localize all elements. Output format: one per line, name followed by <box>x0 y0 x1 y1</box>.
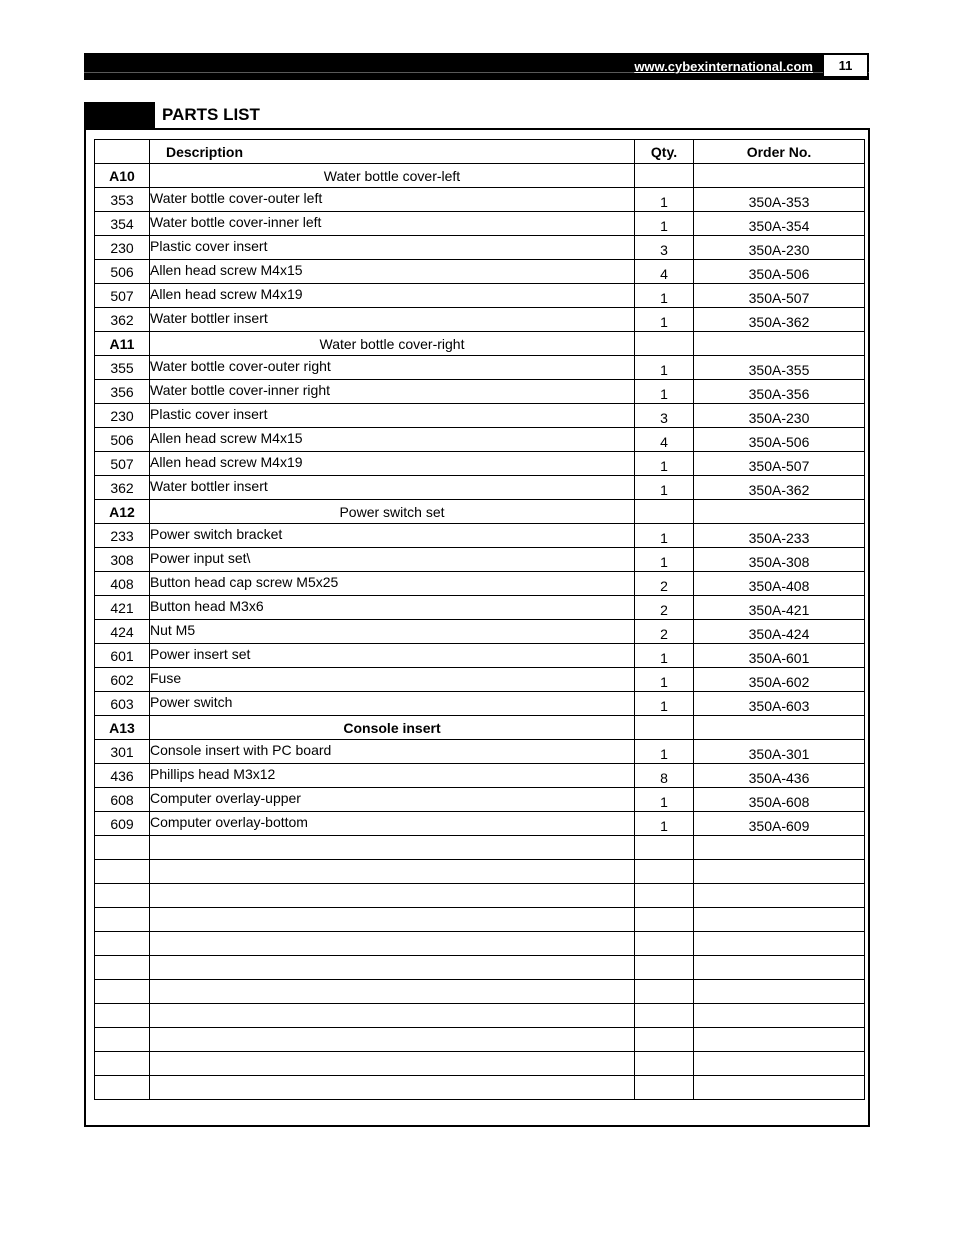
order-number <box>694 572 865 596</box>
part-description <box>150 572 635 596</box>
table-row <box>95 668 865 692</box>
empty-description-cell <box>150 908 635 932</box>
order-number <box>694 260 865 284</box>
empty-qty-cell <box>635 860 694 884</box>
part-number: 424 <box>95 620 150 644</box>
empty-order-cell <box>694 932 865 956</box>
table-row <box>95 596 865 620</box>
order-number-text: 350A-424 <box>748 625 810 642</box>
order-number-text: 350A-362 <box>748 313 810 330</box>
qty-cell <box>635 164 694 188</box>
part-description <box>150 212 635 236</box>
order-number-cell <box>694 716 865 740</box>
empty-qty-cell <box>635 1052 694 1076</box>
part-quantity <box>635 764 694 788</box>
order-number-text: 350A-355 <box>748 361 810 378</box>
part-quantity <box>635 428 694 452</box>
empty-description-cell <box>150 1076 635 1100</box>
part-number: 355 <box>95 356 150 380</box>
part-description <box>150 428 635 452</box>
empty-row <box>95 836 865 860</box>
part-description-text: Plastic cover insert <box>150 405 268 422</box>
order-number <box>694 764 865 788</box>
part-number: 608 <box>95 788 150 812</box>
part-description <box>150 620 635 644</box>
part-quantity <box>635 188 694 212</box>
table-row <box>95 644 865 668</box>
empty-row <box>95 1004 865 1028</box>
part-description-text: Allen head screw M4x19 <box>150 453 303 470</box>
part-description <box>150 524 635 548</box>
empty-description-cell <box>150 1004 635 1028</box>
empty-number-cell <box>95 860 150 884</box>
order-number-text: 350A-230 <box>748 241 810 258</box>
part-description-text: Water bottle cover-inner right <box>150 381 330 398</box>
order-number <box>694 620 865 644</box>
column-header-number <box>95 140 150 164</box>
empty-row <box>95 884 865 908</box>
parts-table <box>94 139 865 1100</box>
part-number: 408 <box>95 572 150 596</box>
order-number <box>694 524 865 548</box>
part-quantity-text: 1 <box>660 193 668 210</box>
part-number: 506 <box>95 260 150 284</box>
order-number <box>694 668 865 692</box>
part-description <box>150 284 635 308</box>
part-number: 308 <box>95 548 150 572</box>
part-description-text: Allen head screw M4x19 <box>150 285 303 302</box>
part-description <box>150 740 635 764</box>
part-description-text: Power insert set <box>150 645 251 662</box>
order-number-text: 350A-507 <box>748 457 810 474</box>
column-header-description: Description <box>150 140 635 164</box>
part-description-text: Button head cap screw M5x25 <box>150 573 339 590</box>
part-description <box>150 548 635 572</box>
part-quantity <box>635 668 694 692</box>
empty-description-cell <box>150 860 635 884</box>
empty-order-cell <box>694 860 865 884</box>
part-description-text: Computer overlay-upper <box>150 789 301 806</box>
assembly-number: A12 <box>95 500 150 524</box>
part-quantity-text: 3 <box>660 241 668 258</box>
qty-cell <box>635 500 694 524</box>
part-description <box>150 452 635 476</box>
empty-qty-cell <box>635 980 694 1004</box>
part-description <box>150 788 635 812</box>
empty-qty-cell <box>635 1076 694 1100</box>
assembly-title: Water bottle cover-left <box>150 164 635 188</box>
part-description <box>150 356 635 380</box>
order-number <box>694 740 865 764</box>
order-number <box>694 692 865 716</box>
part-quantity <box>635 284 694 308</box>
part-description <box>150 260 635 284</box>
part-description-text: Fuse <box>150 669 182 686</box>
empty-number-cell <box>95 932 150 956</box>
table-row <box>95 692 865 716</box>
part-quantity-text: 1 <box>660 289 668 306</box>
table-row <box>95 212 865 236</box>
part-number: 353 <box>95 188 150 212</box>
empty-row <box>95 1028 865 1052</box>
order-number <box>694 452 865 476</box>
empty-row <box>95 980 865 1004</box>
part-number: 603 <box>95 692 150 716</box>
empty-number-cell <box>95 1028 150 1052</box>
order-number <box>694 188 865 212</box>
part-number: 601 <box>95 644 150 668</box>
empty-description-cell <box>150 836 635 860</box>
group-row <box>95 332 865 356</box>
group-row <box>95 716 865 740</box>
assembly-title: Water bottle cover-right <box>150 332 635 356</box>
table-row <box>95 572 865 596</box>
part-quantity-text: 2 <box>660 601 668 618</box>
order-number <box>694 476 865 500</box>
empty-order-cell <box>694 1076 865 1100</box>
part-quantity <box>635 404 694 428</box>
order-number-text: 350A-308 <box>748 553 810 570</box>
table-header-row <box>95 140 865 164</box>
part-description-text: Plastic cover insert <box>150 237 268 254</box>
part-number: 602 <box>95 668 150 692</box>
part-description <box>150 308 635 332</box>
table-row <box>95 380 865 404</box>
part-number: 507 <box>95 452 150 476</box>
part-quantity-text: 1 <box>660 481 668 498</box>
part-quantity <box>635 572 694 596</box>
empty-order-cell <box>694 836 865 860</box>
part-description-text: Water bottle cover-outer left <box>150 189 323 206</box>
order-number-text: 350A-408 <box>748 577 810 594</box>
order-number-text: 350A-436 <box>748 769 810 786</box>
order-number <box>694 380 865 404</box>
part-number: 506 <box>95 428 150 452</box>
table-row <box>95 524 865 548</box>
part-description-text: Button head M3x6 <box>150 597 264 614</box>
order-number-text: 350A-608 <box>748 793 810 810</box>
page-number: 11 <box>823 54 868 77</box>
part-quantity-text: 3 <box>660 409 668 426</box>
part-quantity <box>635 740 694 764</box>
order-number-text: 350A-601 <box>748 649 810 666</box>
qty-cell <box>635 716 694 740</box>
part-description-text: Water bottle cover-outer right <box>150 357 331 374</box>
table-row <box>95 188 865 212</box>
order-number-text: 350A-506 <box>748 433 810 450</box>
section-title-block <box>84 102 155 129</box>
order-number-text: 350A-301 <box>748 745 810 762</box>
order-number-text: 350A-230 <box>748 409 810 426</box>
empty-qty-cell <box>635 1028 694 1052</box>
page-title: PARTS LIST <box>162 105 260 124</box>
table-row <box>95 548 865 572</box>
order-number-text: 350A-356 <box>748 385 810 402</box>
part-quantity <box>635 308 694 332</box>
part-description-text: Console insert with PC board <box>150 741 332 758</box>
table-row <box>95 308 865 332</box>
empty-order-cell <box>694 956 865 980</box>
empty-row <box>95 908 865 932</box>
order-number <box>694 284 865 308</box>
part-description <box>150 764 635 788</box>
part-quantity-text: 1 <box>660 529 668 546</box>
group-row <box>95 164 865 188</box>
empty-number-cell <box>95 980 150 1004</box>
parts-table-body <box>95 164 865 1100</box>
assembly-number: A10 <box>95 164 150 188</box>
part-description <box>150 404 635 428</box>
empty-row <box>95 1076 865 1100</box>
order-number-text: 350A-233 <box>748 529 810 546</box>
assembly-title: Console insert <box>150 716 635 740</box>
part-description-text: Computer overlay-bottom <box>150 813 308 830</box>
order-number-text: 350A-602 <box>748 673 810 690</box>
part-description-text: Water bottle cover-inner left <box>150 213 322 230</box>
part-quantity <box>635 620 694 644</box>
part-description <box>150 692 635 716</box>
empty-number-cell <box>95 956 150 980</box>
column-header-order-no: Order No. <box>694 140 865 164</box>
part-quantity-text: 1 <box>660 745 668 762</box>
part-number: 436 <box>95 764 150 788</box>
part-number: 362 <box>95 476 150 500</box>
order-number-text: 350A-354 <box>748 217 810 234</box>
empty-row <box>95 932 865 956</box>
part-description <box>150 476 635 500</box>
order-number <box>694 644 865 668</box>
part-quantity-text: 1 <box>660 793 668 810</box>
part-description-text: Power switch bracket <box>150 525 283 542</box>
order-number-text: 350A-507 <box>748 289 810 306</box>
order-number <box>694 308 865 332</box>
order-number <box>694 404 865 428</box>
part-quantity-text: 1 <box>660 673 668 690</box>
empty-order-cell <box>694 1004 865 1028</box>
empty-number-cell <box>95 1076 150 1100</box>
part-number: 507 <box>95 284 150 308</box>
part-quantity <box>635 548 694 572</box>
part-description-text: Water bottler insert <box>150 309 268 326</box>
column-header-qty: Qty. <box>635 140 694 164</box>
table-row <box>95 764 865 788</box>
order-number <box>694 236 865 260</box>
order-number <box>694 356 865 380</box>
part-number: 354 <box>95 212 150 236</box>
empty-qty-cell <box>635 932 694 956</box>
empty-order-cell <box>694 908 865 932</box>
empty-number-cell <box>95 836 150 860</box>
part-quantity <box>635 692 694 716</box>
part-quantity <box>635 380 694 404</box>
part-description <box>150 812 635 836</box>
part-quantity-text: 1 <box>660 649 668 666</box>
part-quantity-text: 4 <box>660 433 668 450</box>
order-number-text: 350A-353 <box>748 193 810 210</box>
order-number-cell <box>694 500 865 524</box>
part-quantity-text: 1 <box>660 313 668 330</box>
part-quantity <box>635 260 694 284</box>
part-quantity-text: 1 <box>660 697 668 714</box>
part-quantity-text: 4 <box>660 265 668 282</box>
part-quantity <box>635 476 694 500</box>
order-number-text: 350A-421 <box>748 601 810 618</box>
empty-description-cell <box>150 980 635 1004</box>
part-description <box>150 596 635 620</box>
assembly-number: A11 <box>95 332 150 356</box>
table-row <box>95 812 865 836</box>
part-number: 301 <box>95 740 150 764</box>
part-quantity-text: 1 <box>660 361 668 378</box>
empty-qty-cell <box>635 836 694 860</box>
header-bar <box>84 53 869 80</box>
part-quantity-text: 1 <box>660 457 668 474</box>
order-number <box>694 548 865 572</box>
part-description <box>150 668 635 692</box>
order-number-cell <box>694 332 865 356</box>
table-row <box>95 356 865 380</box>
empty-qty-cell <box>635 1004 694 1028</box>
empty-row <box>95 956 865 980</box>
part-description <box>150 188 635 212</box>
table-row <box>95 788 865 812</box>
qty-cell <box>635 332 694 356</box>
empty-order-cell <box>694 980 865 1004</box>
table-row <box>95 476 865 500</box>
part-quantity-text: 2 <box>660 625 668 642</box>
empty-order-cell <box>694 884 865 908</box>
part-quantity <box>635 644 694 668</box>
part-quantity-text: 2 <box>660 577 668 594</box>
part-number: 609 <box>95 812 150 836</box>
part-number: 356 <box>95 380 150 404</box>
part-quantity-text: 1 <box>660 385 668 402</box>
table-row <box>95 428 865 452</box>
empty-description-cell <box>150 1052 635 1076</box>
empty-description-cell <box>150 932 635 956</box>
part-number: 233 <box>95 524 150 548</box>
part-quantity <box>635 356 694 380</box>
table-row <box>95 452 865 476</box>
part-quantity <box>635 524 694 548</box>
empty-number-cell <box>95 1052 150 1076</box>
part-quantity <box>635 812 694 836</box>
empty-order-cell <box>694 1052 865 1076</box>
empty-number-cell <box>95 1004 150 1028</box>
empty-number-cell <box>95 908 150 932</box>
part-description <box>150 644 635 668</box>
empty-row <box>95 860 865 884</box>
group-row <box>95 500 865 524</box>
part-description-text: Water bottler insert <box>150 477 268 494</box>
table-row <box>95 740 865 764</box>
part-quantity-text: 1 <box>660 553 668 570</box>
empty-qty-cell <box>635 884 694 908</box>
part-number: 421 <box>95 596 150 620</box>
order-number <box>694 428 865 452</box>
order-number-text: 350A-506 <box>748 265 810 282</box>
empty-order-cell <box>694 1028 865 1052</box>
order-number <box>694 596 865 620</box>
table-row <box>95 260 865 284</box>
empty-description-cell <box>150 1028 635 1052</box>
part-quantity <box>635 236 694 260</box>
assembly-title: Power switch set <box>150 500 635 524</box>
empty-number-cell <box>95 884 150 908</box>
order-number-text: 350A-603 <box>748 697 810 714</box>
part-quantity <box>635 788 694 812</box>
assembly-number: A13 <box>95 716 150 740</box>
part-description-text: Power switch <box>150 693 233 710</box>
part-description-text: Allen head screw M4x15 <box>150 429 303 446</box>
order-number-text: 350A-362 <box>748 481 810 498</box>
table-row <box>95 404 865 428</box>
part-quantity-text: 1 <box>660 817 668 834</box>
part-description-text: Phillips head M3x12 <box>150 765 276 782</box>
order-number-text: 350A-609 <box>748 817 810 834</box>
order-number <box>694 212 865 236</box>
part-description-text: Nut M5 <box>150 621 196 638</box>
part-number: 230 <box>95 404 150 428</box>
table-row <box>95 620 865 644</box>
empty-qty-cell <box>635 908 694 932</box>
order-number <box>694 788 865 812</box>
part-quantity-text: 8 <box>660 769 668 786</box>
empty-row <box>95 1052 865 1076</box>
part-quantity <box>635 596 694 620</box>
part-quantity-text: 1 <box>660 217 668 234</box>
part-description <box>150 380 635 404</box>
website-link[interactable]: www.cybexinternational.com <box>634 59 813 74</box>
empty-description-cell <box>150 956 635 980</box>
table-row <box>95 236 865 260</box>
part-description-text: Allen head screw M4x15 <box>150 261 303 278</box>
order-number <box>694 812 865 836</box>
empty-description-cell <box>150 884 635 908</box>
empty-qty-cell <box>635 956 694 980</box>
part-quantity <box>635 452 694 476</box>
part-description-text: Power input set\ <box>150 549 251 566</box>
part-description <box>150 236 635 260</box>
table-row <box>95 284 865 308</box>
part-number: 230 <box>95 236 150 260</box>
part-quantity <box>635 212 694 236</box>
part-number: 362 <box>95 308 150 332</box>
order-number-cell <box>694 164 865 188</box>
